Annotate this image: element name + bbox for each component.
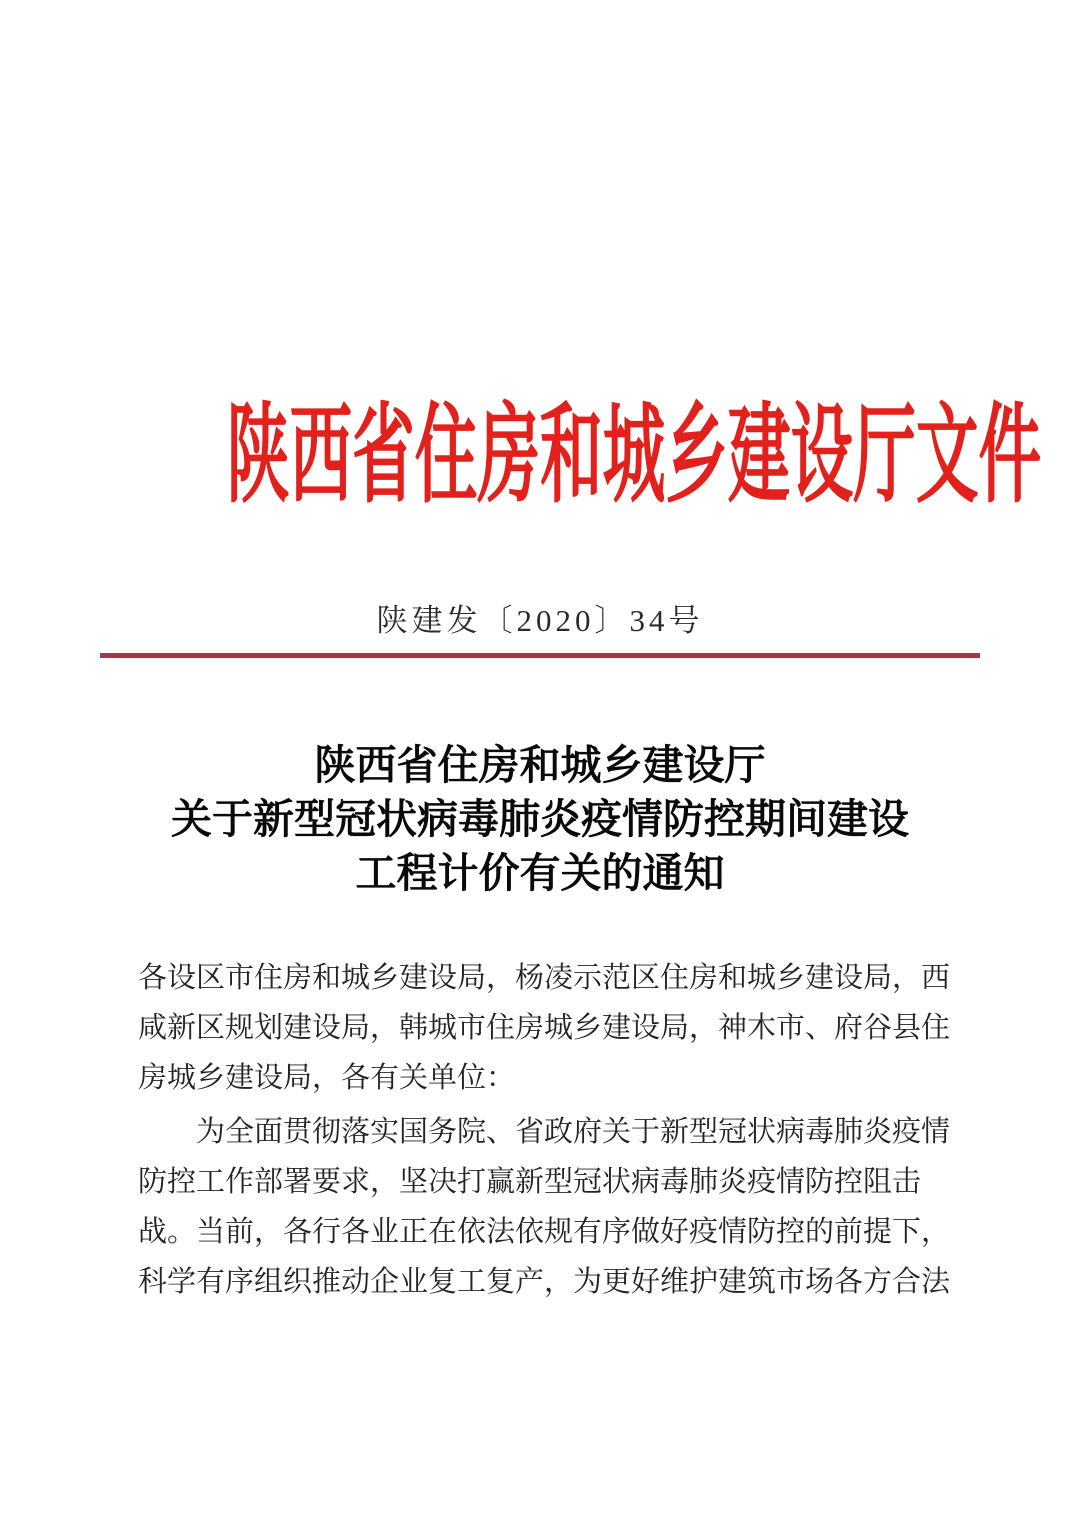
document-title-line-3: 工程计价有关的通知: [355, 850, 725, 896]
main-paragraph-line-1: 为全面贯彻落实国务院、省政府关于新型冠状病毒肺炎疫情: [196, 1116, 951, 1148]
main-paragraph-line-2: 防控工作部署要求，坚决打赢新型冠状病毒肺炎疫情防控阻击: [138, 1166, 922, 1198]
document-body: [138, 953, 950, 1307]
main-paragraph-line-3: 战。当前，各行各业正在依法依规有序做好疫情防控的前提下，: [138, 1216, 951, 1248]
main-paragraph-line-4: 科学有序组织推动企业复工复产，为更好维护建筑市场各方合法: [138, 1266, 951, 1298]
main-paragraph: [138, 1107, 950, 1307]
salutation-line-1: 各设区市住房和城乡建设局，杨凌示范区住房和城乡建设局，西: [138, 962, 951, 994]
red-divider-line: [100, 653, 980, 658]
salutation-line-2: 咸新区规划建设局，韩城市住房城乡建设局，神木市、府谷县住: [138, 1012, 951, 1044]
document-title-line-2: 关于新型冠状病毒肺炎疫情防控期间建设: [171, 796, 909, 842]
document-title: [0, 738, 1080, 900]
document-title-line-1: 陕西省住房和城乡建设厅: [314, 742, 766, 788]
salutation-line-3: 房城乡建设局，各有关单位：: [138, 1062, 516, 1094]
letterhead-title: 陕西省住房和城乡建设厅文件: [226, 397, 1042, 516]
document-number: 陕建发〔2020〕34号: [376, 603, 704, 638]
salutation-paragraph: [138, 953, 950, 1103]
